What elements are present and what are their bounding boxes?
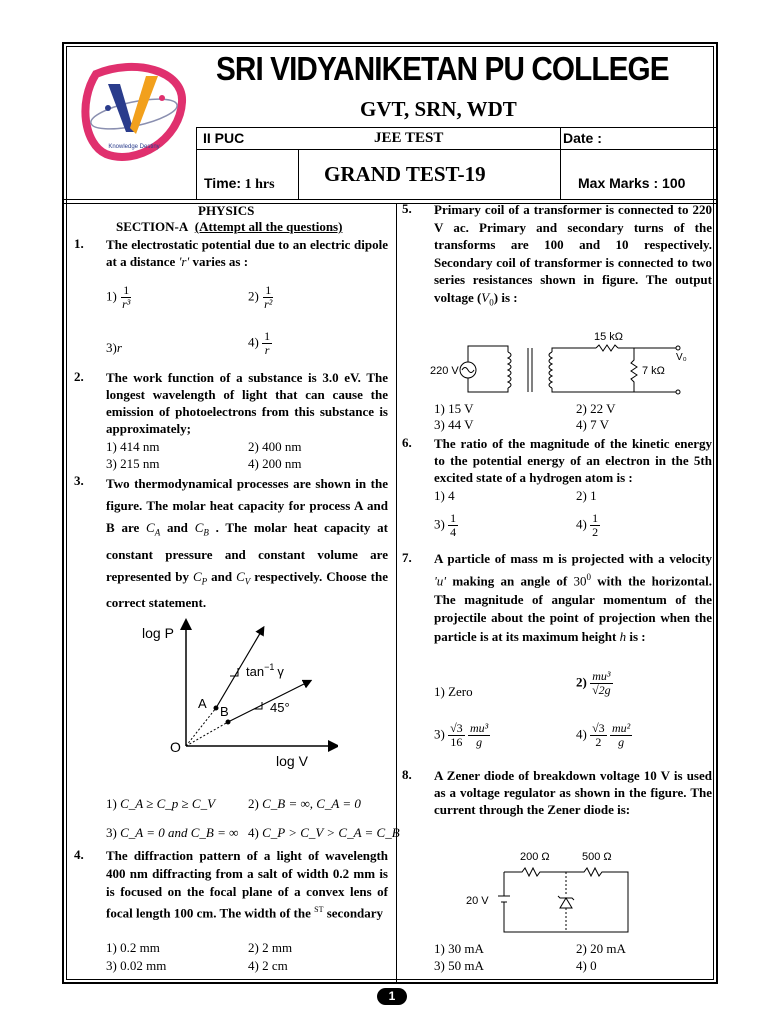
section-heading: SECTION-A (Attempt all the questions) [116, 219, 343, 234]
max-marks: Max Marks : 100 [578, 175, 686, 191]
q2-option-3[interactable]: 3) 215 nm [106, 456, 160, 471]
question-number: 2. [74, 369, 84, 384]
college-branches: GVT, SRN, WDT [360, 97, 517, 121]
question-1-text: The electrostatic potential due to an electric dipole at a distance 'r' varies as : [106, 237, 388, 269]
college-name: SRI VIDYANIKETAN PU COLLEGE [216, 50, 669, 87]
question-6-text: The ratio of the magnitude of the kinetic energy to the potential energy of an electron in the 5th excited state of a hydrogen atom is : [434, 436, 712, 485]
q8-zener-circuit [462, 848, 642, 938]
q1-option-3[interactable]: 3)r [106, 340, 122, 355]
graph-y-label: log P [142, 625, 174, 641]
q5-option-4[interactable]: 4) 7 V [576, 417, 609, 432]
zener-source-label: 20 V [466, 895, 489, 907]
q8-option-1[interactable]: 1) 30 mA [434, 941, 484, 956]
subject-heading: PHYSICS [198, 203, 255, 218]
q1-option-4[interactable]: 4) $\frac{1}{r}$ [248, 329, 271, 357]
time-info: Time: 1 hrs [204, 175, 275, 192]
point-b: B [220, 704, 229, 719]
question-2-text: The work function of a substance is 3.0 eV. The longest wavelength of light that can cause the emission of photoelectrons from this substance is approximately; [106, 370, 388, 436]
question-number: 6. [402, 435, 412, 450]
resistor-1-label: 15 kΩ [594, 331, 624, 343]
q4-option-4[interactable]: 4) 2 cm [248, 958, 288, 973]
q6-option-4[interactable]: 4) $\frac{1}{2}$ [576, 511, 599, 539]
class-label: II PUC [203, 130, 245, 146]
q2-option-1[interactable]: 1) 414 nm [106, 439, 160, 454]
q3-option-3[interactable]: 3) C_A = 0 and C_B = ∞ [106, 825, 239, 840]
question-number: 7. [402, 550, 412, 565]
q1-option-2[interactable]: 2) $\frac{1}{\text{r²}}$ [248, 283, 273, 311]
logo-tagline: Knowledge Destiny [108, 144, 160, 150]
q5-option-3[interactable]: 3) 44 V [434, 417, 474, 432]
q7-option-2[interactable]: 2) $\frac{\text{mu³}}{√2g}$ [576, 669, 611, 697]
question-number: 1. [74, 236, 84, 251]
question-3-text: Two thermodynamical processes are shown in the figure. The molar heat capacity for process A and B are $C_A$ and $C_B$ . The molar heat capacity at constant pressure and constant volume are represented by $C_P$ and $C_V$ respectively. Choose the correct statement. [106, 476, 388, 611]
q7-option-4[interactable]: 4) $\frac{√3}{2}$ $\frac{\text{mu²}}{g}$ [576, 721, 631, 749]
q8-option-2[interactable]: 2) 20 mA [576, 941, 626, 956]
q4-option-3[interactable]: 3) 0.02 mm [106, 958, 167, 973]
graph-x-label: log V [276, 753, 308, 769]
question-5-text: Primary coil of a transformer is connected to 220 V ac. Primary and secondary turns of the transforms are 100 and 10 respectively. Secondary coil of transformer is connected to two series resistances shown in figure. The output voltage $(V_0)$ is : [434, 202, 712, 308]
angle-label: 45° [270, 700, 290, 715]
q3-option-2[interactable]: 2) C_B = ∞, C_A = 0 [248, 796, 361, 811]
zener-r1-label: 200 Ω [520, 851, 550, 863]
resistor-2-label: 7 kΩ [642, 365, 665, 377]
question-8-text: A Zener diode of breakdown voltage 10 V is used as a voltage regulator as shown in the figure. The current through the Zener diode is: [434, 768, 712, 817]
q6-option-2[interactable]: 2) 1 [576, 488, 597, 503]
q5-option-2[interactable]: 2) 22 V [576, 401, 616, 416]
q4-option-1[interactable]: 1) 0.2 mm [106, 940, 160, 955]
page-number: 1 [377, 988, 407, 1005]
q3-option-4[interactable]: 4) C_P > C_V > C_A = C_B [248, 825, 400, 840]
q7-option-3[interactable]: 3) $\frac{√3}{16}$ $\frac{\text{mu³}}{g}$ [434, 721, 489, 749]
q5-transformer-circuit [428, 328, 694, 400]
q2-option-4[interactable]: 4) 200 nm [248, 456, 302, 471]
q8-option-3[interactable]: 3) 50 mA [434, 958, 484, 973]
question-4-text: The diffraction pattern of a light of wavelength 400 nm diffracting from a salt of width 0.2 mm is is focused on the focal plane of a convex lens of focal length 100 cm. The width of the $^{ST}$ secondary [106, 848, 388, 921]
college-logo [74, 62, 194, 168]
zener-r2-label: 500 Ω [582, 851, 612, 863]
q6-option-1[interactable]: 1) 4 [434, 488, 455, 503]
output-voltage-label: V₀ [676, 352, 687, 363]
question-number: 4. [74, 847, 84, 862]
test-type: JEE TEST [374, 130, 444, 146]
q7-option-1[interactable]: 1) Zero [434, 684, 473, 699]
q4-option-2[interactable]: 2) 2 mm [248, 940, 293, 955]
q8-option-4[interactable]: 4) 0 [576, 958, 597, 973]
point-a: A [198, 696, 207, 711]
q5-option-1[interactable]: 1) 15 V [434, 401, 474, 416]
q6-option-3[interactable]: 3) $\frac{1}{4}$ [434, 511, 457, 539]
question-7-text: A particle of mass m is projected with a velocity 'u' making an angle of $30^0$ with the horizontal. The magnitude of angular momentum of the projectile about the point of projection when the particle is at its maximum height h is : [434, 551, 712, 644]
question-number: 3. [74, 473, 84, 488]
question-number: 5. [402, 201, 412, 216]
q3-option-1[interactable]: 1) C_A ≥ C_p ≥ C_V [106, 796, 216, 811]
q1-option-1[interactable]: 1) $\frac{1}{\text{r³}}$ [106, 283, 131, 311]
question-number: 8. [402, 767, 412, 782]
q3-pv-graph [138, 616, 338, 774]
q2-option-2[interactable]: 2) 400 nm [248, 439, 302, 454]
source-voltage: 220 V [430, 365, 459, 377]
date-label: Date : [563, 130, 602, 146]
tan-gamma-label: $\tan^{-1} \gamma$ [246, 662, 284, 679]
test-name: GRAND TEST-19 [324, 162, 486, 186]
graph-origin: O [170, 739, 181, 755]
